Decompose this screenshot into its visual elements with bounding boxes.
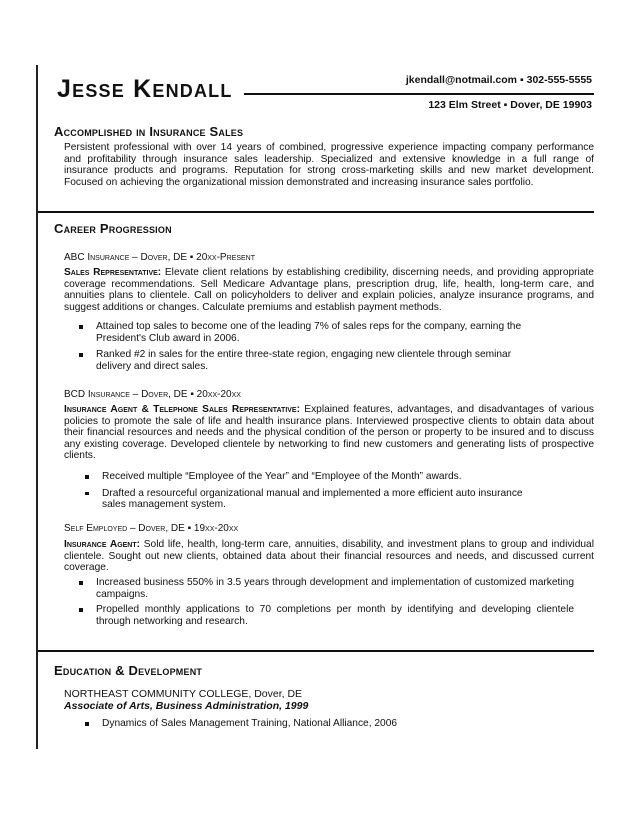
bullet-text: Attained top sales to become one of the leading 7% of sales reps for the company, earning the President's Club award in 2006. (96, 321, 522, 344)
job-header: ABC Insurance – Dover, DE ▪ 20xx-Present (64, 252, 255, 263)
bullet-square-icon (85, 475, 89, 479)
summary-title: Accomplished in Insurance Sales (54, 124, 244, 139)
section-divider (38, 650, 594, 652)
list-item (96, 349, 536, 372)
summary-line: Persistent professional with over 14 years of combined, progressive experience impacting company performance (64, 142, 594, 153)
bullet-square-icon (79, 325, 83, 329)
bullet-text: Propelled monthly applications to 70 completions per month by identifying and developing clientele through networking and research. (96, 604, 574, 627)
job-role: Sales Representative: (64, 267, 162, 278)
education-degree: Associate of Arts, Business Administration, 1999 (64, 700, 309, 712)
bullet-square-icon (85, 492, 89, 496)
name-last-initial: K (133, 75, 153, 103)
email-link[interactable]: jkendall@notmail.com (405, 74, 518, 86)
contact-line-address (428, 99, 592, 111)
job-role: Insurance Agent: (64, 539, 141, 550)
job-description-text: Sold life, health, long-term care, annuities, disability, and investment plans to group and individual clientele. Sought out new clients, obtained data about their financial resources and needs, and discussed current coverage. (64, 539, 594, 574)
job-description (64, 267, 594, 313)
bullet-text: Increased business 550% in 3.5 years through development and implementation of customized marketing campaigns. (96, 577, 574, 600)
job-description (64, 539, 594, 574)
education-school: NORTHEAST COMMUNITY COLLEGE, Dover, DE (64, 688, 303, 700)
job-achievements (96, 321, 536, 377)
bullet-square-icon (85, 722, 89, 726)
job-description-text: Elevate client relations by establishing credibility, discerning needs, and providing appropriate coverage recommendations. Sell Medicare Advantage plans, prescription drug, life, health, long-term care, and annuities plans to clientele. Call on policyholders to deliver and explain policies, analyze insurance programs, and suggest additions or changes. Calculate premiums and establish payment methods. (64, 267, 594, 313)
job-description (64, 404, 594, 462)
job-header: Self Employed – Dover, DE ▪ 19xx-20xx (64, 523, 239, 534)
bullet-text: Dynamics of Sales Management Training, National Alliance, 2006 (102, 718, 398, 729)
contact-line-email-phone (406, 74, 592, 86)
name-first-rest: esse (72, 75, 125, 103)
job-role: Insurance Agent & Telephone Sales Representative: (64, 404, 300, 415)
summary-line: insurance products and programs. Reputation for strong cross-marketing skills and new market development. (64, 165, 594, 177)
candidate-name (57, 74, 233, 104)
summary-line: Focused on achieving the organizational mission demonstrated and increasing insurance sales portfolio. (64, 176, 534, 188)
education-training (102, 718, 542, 735)
list-item (102, 718, 542, 730)
separator: ▪ (503, 99, 508, 111)
section-divider (38, 211, 594, 213)
list-item (102, 471, 542, 483)
job-achievements (96, 577, 574, 632)
street-address: 123 Elm Street (428, 99, 501, 111)
city-state-zip: Dover, DE 19903 (510, 99, 592, 111)
bullet-square-icon (79, 608, 83, 612)
name-first-initial: J (57, 75, 73, 103)
list-item (102, 488, 542, 511)
career-title: Career Progression (54, 221, 172, 236)
summary-line: and profitability through insurance sales leadership. Specialized and extensive knowledge in a full range of (64, 153, 594, 165)
phone: 302-555-5555 (526, 74, 592, 86)
separator: ▪ (519, 74, 524, 86)
summary-paragraph (64, 142, 594, 188)
education-title: Education & Development (54, 663, 203, 678)
list-item (96, 577, 574, 600)
list-item (96, 604, 574, 627)
bullet-square-icon (79, 353, 83, 357)
job-achievements (102, 471, 542, 516)
bullet-square-icon (79, 581, 83, 585)
bullet-text: Ranked #2 in sales for the entire three-state region, engaging new clientele through seminar delivery and direct sales. (96, 349, 512, 372)
name-last-rest: endall (152, 75, 233, 103)
bullet-text: Drafted a resourceful organizational manual and implemented a more efficient auto insurance sales management system. (102, 487, 523, 511)
job-header: BCD Insurance – Dover, DE ▪ 20xx-20xx (64, 389, 241, 400)
list-item (96, 321, 536, 344)
left-margin-rule (36, 65, 38, 749)
bullet-text: Received multiple “Employee of the Year” and “Employee of the Month” awards. (102, 471, 462, 482)
header-rule (244, 93, 594, 95)
job-description-text: Explained features, advantages, and disadvantages of various policies to promote the sale of life and health insurance plans. Interviewed prospective clients to obtain data about their financial resources and needs and the physical condition of the person or property to be insured and to discuss any existing coverage. Developed clientele by networking to find new customers and generating lists of prospective clients. (64, 404, 594, 462)
